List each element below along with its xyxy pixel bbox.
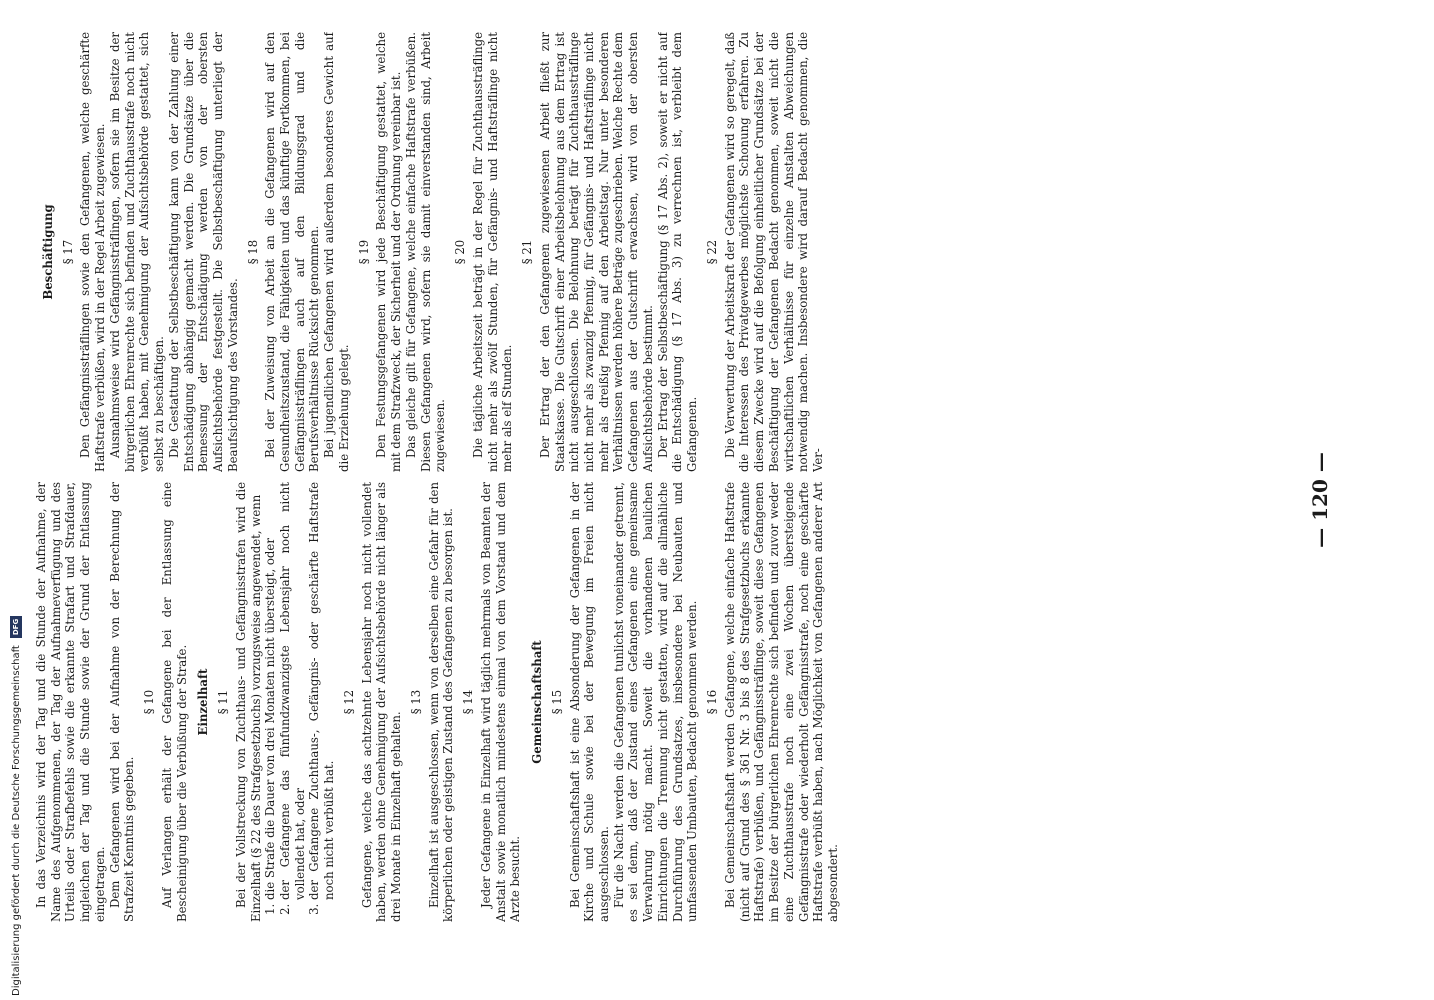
page-number: — 120 — bbox=[1308, 452, 1332, 548]
section-heading: Beschäftigung bbox=[41, 204, 55, 300]
section-number: § 21 bbox=[520, 239, 535, 265]
paragraph: Den Festungsgefangenen wird jede Beschäftigung gestattet, welche mit dem Strafzweck, der Sicherheit und der Ordnung vereinbar ist. bbox=[374, 32, 404, 472]
paragraph: Gefangene, welche das achtzehnte Lebensjahr noch nicht vollendet haben, werden ohne Genehmigung der Aufsichtsbehörde nicht länger als drei Monate in Einzelhaft gehalten. bbox=[359, 482, 404, 922]
section-number: § 22 bbox=[704, 239, 719, 265]
section-number: § 14 bbox=[461, 689, 476, 715]
paragraph: Den Gefängnissträflingen sowie den Gefangenen, welche geschärfte Haftstrafe verbüßen, wird in der Regel Arbeit zugewiesen. bbox=[78, 32, 108, 472]
paragraph: Die Verwertung der Arbeitskraft der Gefangenen wird so geregelt, daß die Interessen des Privatgewerbes möglichste Schonung erfahren. Zu diesem Zwecke wird auf die Befolgung einheitlicher Grundsätze bei der Beschäftigung der Gefangenen Bedacht genommen, soweit nicht die wirtschaftlichen Verhältnisse für einzelne Anstalten Abweichungen notwendig machen. Insbesondere wird darauf Bedacht genommen, die Ver- bbox=[722, 32, 825, 472]
paragraph: Bei jugendlichen Gefangenen wird außerdem besonderes Gewicht auf die Erziehung gelegt. bbox=[322, 32, 351, 472]
list-item: 2. der Gefangene das fünfundzwanzigste Lebensjahr noch nicht vollendet hat, oder bbox=[278, 482, 307, 900]
list-item: 3. der Gefangene Zuchthaus-, Gefängnis- oder geschärfte Haftstrafe noch nicht verbüßt hat. bbox=[307, 482, 336, 900]
section-number: § 10 bbox=[142, 689, 157, 715]
section-heading: Einzelhaft bbox=[196, 668, 211, 736]
paragraph: Für die Nacht werden die Gefangenen tunlichst voneinander getrennt, es sei denn, daß der Zustand eines Gefangenen eine gemeinsame Verwahrung nötig macht. Soweit die vorhandenen baulichen Einrichtungen die Trennung nicht gestatten, wird auf die allmähliche Durchführung des Grundsatzes, insbesondere bei Neubauten und umfassenden Umbauten, Bedacht genommen werden. bbox=[611, 482, 700, 922]
condition-list bbox=[263, 482, 337, 900]
paragraph: Einzelhaft ist ausgeschlossen, wenn von derselben eine Gefahr für den körperlichen oder geistigen Zustand des Gefangenen zu besorgen ist. bbox=[426, 482, 456, 922]
paragraph: Ausnahmsweise wird Gefängnissträflingen, sofern sie im Besitze der bürgerlichen Ehrenrechte sich befinden und Zuchthausstrafe noch nicht verbüßt haben, mit Genehmigung der Aufsichtsbehörde gestattet, sich selbst zu beschäftigen. bbox=[107, 32, 167, 472]
paragraph: In das Verzeichnis wird der Tag und die Stunde der Aufnahme, der Name des Aufgenommenen, der Tag der Aufnahmeverfügung und des Urteils oder Strafbefehls sowie die erkannte Strafart und Strafdauer, ingleichen der Tag und die Stunde sowie der Grund der Entlassung eingetragen. bbox=[34, 482, 107, 922]
section-heading: Gemeinschaftshaft bbox=[530, 640, 545, 764]
dfg-logo: DFG bbox=[10, 616, 22, 638]
section-number: § 20 bbox=[453, 239, 468, 265]
section-number: § 12 bbox=[341, 689, 356, 715]
list-item: 1. die Strafe die Dauer von drei Monaten nicht übersteigt, oder bbox=[263, 482, 278, 900]
digitization-notice bbox=[8, 12, 26, 996]
paragraph: Bei der Vollstreckung von Zuchthaus- und Gefängnisstrafen wird die Einzelhaft (§ 22 des Strafgesetzbuchs) vorzugsweise angewendet, wenn bbox=[233, 482, 263, 922]
section-number: § 19 bbox=[356, 239, 371, 265]
section-number: § 11 bbox=[216, 689, 231, 715]
paragraph: Dem Gefangenen wird bei der Aufnahme von der Berechnung der Strafzeit Kenntnis gegeben. bbox=[107, 482, 137, 922]
section-number: § 18 bbox=[245, 239, 260, 265]
paragraph: Der Ertrag der Selbstbeschäftigung (§ 17 Abs. 2), soweit er nicht auf die Entschädigung (§ 17 Abs. 3) zu verrechnen ist, verbleibt dem Gefangenen. bbox=[655, 32, 700, 472]
digitization-credit: Digitalisierung gefördert durch die Deutsche Forschungsgemeinschaft bbox=[11, 645, 22, 996]
paragraph: Der Ertrag der den Gefangenen zugewiesenen Arbeit fließt zur Staatskasse. Die Gutschrift einer Arbeitsbelohnung aus dem Ertrag ist nicht ausgeschlossen. Die Belohnung beträgt für Zuchthaussträflinge nicht mehr als zwanzig Pfennig, für Gefängnis- und Haftsträflinge nicht mehr als dreißig Pfennig auf den Arbeitstag. Nur unter besonderen Verhältnissen werden höhere Beträge zugeschrieben. Welche Rechte dem Gefangenen aus der Gutschrift erwachsen, wird von der obersten Aufsichtsbehörde bestimmt. bbox=[537, 32, 655, 472]
section-number: § 17 bbox=[60, 239, 75, 265]
paragraph: Bei Gemeinschaftshaft ist eine Absonderung der Gefangenen in der Kirche und Schule sowie bei der Bewegung im Freien nicht ausgeschlossen. bbox=[567, 482, 611, 922]
section-number: § 15 bbox=[549, 689, 564, 715]
left-column bbox=[34, 482, 1284, 922]
paragraph: Die tägliche Arbeitszeit beträgt in der Regel für Zuchthaussträflinge nicht mehr als zwölf Stunden, für Gefängnis- und Haftsträflinge nicht mehr als elf Stunden. bbox=[470, 32, 515, 472]
paragraph: Die Gestattung der Selbstbeschäftigung kann von der Zahlung einer Entschädigung abhängig gemacht werden. Die Grundsätze über die Bemessung der Entschädigung werden von der obersten Aufsichtsbehörde festgestellt. Die Selbstbeschäftigung unterliegt der Beaufsichtigung des Vorstandes. bbox=[166, 32, 240, 472]
paragraph: Jeder Gefangene in Einzelhaft wird täglich mehrmals von Beamten der Anstalt sowie monatlich mindestens einmal von dem Vorstand und dem Arzte besucht. bbox=[478, 482, 523, 922]
paragraph: Das gleiche gilt für Gefangene, welche einfache Haftstrafe verbüßen. Diesen Gefangenen wird, sofern sie damit einverstanden sind, Arbeit zugewiesen. bbox=[403, 32, 448, 472]
section-number: § 13 bbox=[408, 689, 423, 715]
right-column bbox=[34, 32, 1284, 472]
section-number: § 16 bbox=[705, 689, 720, 715]
paragraph: Auf Verlangen erhält der Gefangene bei der Entlassung eine Bescheinigung über die Verbüßung der Strafe. bbox=[159, 482, 189, 922]
paragraph: Bei Gemeinschaftshaft werden Gefangene, welche einfache Haftstrafe (nicht auf Grund des § 361 Nr. 3 bis 8 des Strafgesetzbuchs erkannte Haftstrafe) verbüßen, und Gefängnissträflinge, soweit diese Gefangenen im Besitze der bürgerlichen Ehrenrechte sich befinden und zuvor weder eine Zuchthausstrafe noch eine zwei Wochen übersteigende Gefängnisstrafe oder wiederholt Gefängnisstrafe, noch eine geschärfte Haftstrafe verbüßt haben, nach Möglichkeit von Gefangenen anderer Art abgesondert. bbox=[722, 482, 840, 922]
paragraph: Bei der Zuweisung von Arbeit an die Gefangenen wird auf den Gesundheitszustand, die Fähigkeiten und das künftige Fortkommen, bei Gefängnissträflingen auch auf den Bildungsgrad und die Berufsverhältnisse Rücksicht genommen. bbox=[263, 32, 322, 472]
